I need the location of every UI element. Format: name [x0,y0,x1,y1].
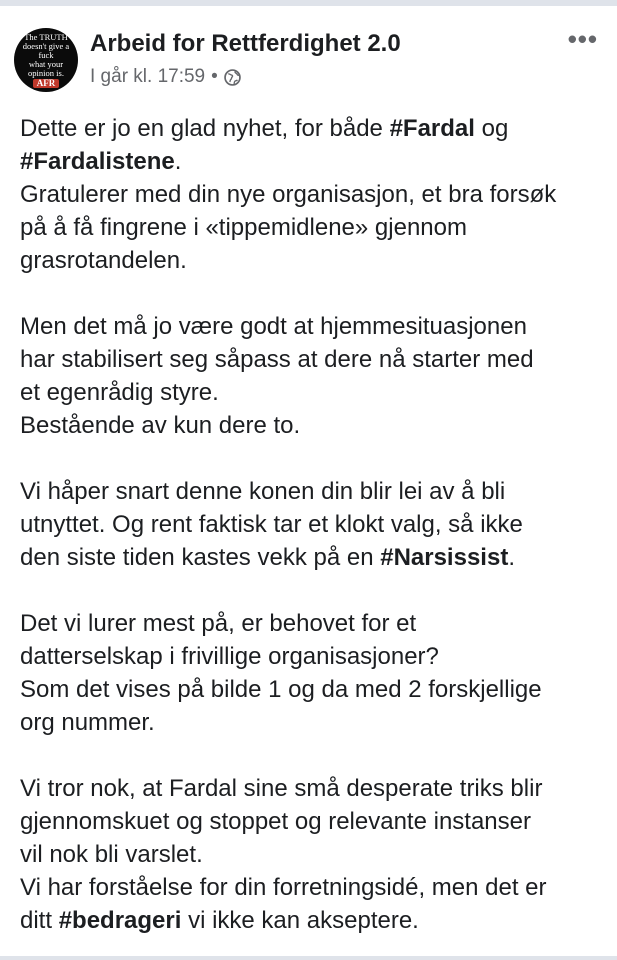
post-header [14,24,604,94]
post-body [20,112,610,937]
post-text: . [174,148,182,175]
post-text-line [20,112,610,145]
post-text-line [20,838,610,871]
page-name[interactable]: Arbeid for Rettferdighet 2.0 [90,30,401,57]
post-paragraph [20,772,610,937]
avatar-mark: AFR [33,79,60,88]
post-text: og [474,115,509,142]
post-text: Som det vises på bilde 1 og da med 2 forskjellige [20,676,542,703]
post-paragraph [20,310,610,442]
post-text-line [20,145,610,178]
post-text-line [20,673,610,706]
avatar-text: The TRUTH doesn't give a fuck what your opinion is. [22,31,70,78]
post-text-line [20,508,610,541]
post-text-line [20,706,610,739]
post-text-line [20,409,610,442]
hashtag-link[interactable]: #Fardalistene [20,148,175,175]
post-timestamp[interactable]: I går kl. 17:59 [90,66,206,87]
post-text: Dette er jo en glad nyhet, for både [20,115,390,142]
post-paragraph [20,607,610,739]
hashtag-link[interactable]: #Fardal [389,115,475,142]
post-text: Gratulerer med din nye organisasjon, et bra forsøk [20,181,557,208]
post-text: vil nok bli varslet. [20,841,203,868]
post-text: Bestående av kun dere to. [20,412,301,439]
top-divider [0,0,617,6]
post-text-line [20,211,610,244]
post-text: vi ikke kan akseptere. [181,907,419,934]
post-text-line [20,244,610,277]
post-text-line [20,805,610,838]
post-text-line [20,310,610,343]
post-paragraph [20,475,610,574]
post-text: har stabilisert seg såpass at dere nå starter med [20,346,534,373]
post-text-line [20,475,610,508]
post-text: datterselskap i frivillige organisasjoner? [20,643,439,670]
post-text: Vi tror nok, at Fardal sine små desperate triks blir [20,775,543,802]
post-text: den siste tiden kastes vekk på en [20,544,381,571]
post-text-line [20,904,610,937]
post-text: ditt [20,907,59,934]
avatar[interactable] [14,28,78,92]
more-options-icon[interactable]: ••• [567,24,598,54]
bottom-divider [0,956,617,960]
hashtag-link[interactable]: #bedrageri [58,907,182,934]
post-text: Vi håper snart denne konen din blir lei av å bli [20,478,506,505]
post-text-line [20,772,610,805]
post-text: et egenrådig styre. [20,379,219,406]
post-text-line [20,541,610,574]
post-text: org nummer. [20,709,155,736]
post-text: på å få fingrene i «tippemidlene» gjennom [20,214,467,241]
post-text: Vi har forståelse for din forretningsidé, men det er [20,874,547,901]
post-text: . [508,544,515,571]
meta-separator: • [211,66,218,87]
globe-icon[interactable] [224,69,241,86]
post-text-line [20,343,610,376]
post-text: Men det må jo være godt at hjemmesituasjonen [20,313,527,340]
hashtag-link[interactable]: #Narsissist [380,544,509,571]
post-text: grasrotandelen. [20,247,187,274]
post-text: Det vi lurer mest på, er behovet for et [20,610,417,637]
post-text-line [20,607,610,640]
post-meta [90,66,241,88]
post-paragraph [20,112,610,277]
post-text: gjennomskuet og stoppet og relevante instanser [20,808,531,835]
post-text-line [20,640,610,673]
post-text-line [20,376,610,409]
post-text: utnyttet. Og rent faktisk tar et klokt valg, så ikke [20,511,523,538]
post-text-line [20,871,610,904]
post-text-line [20,178,610,211]
